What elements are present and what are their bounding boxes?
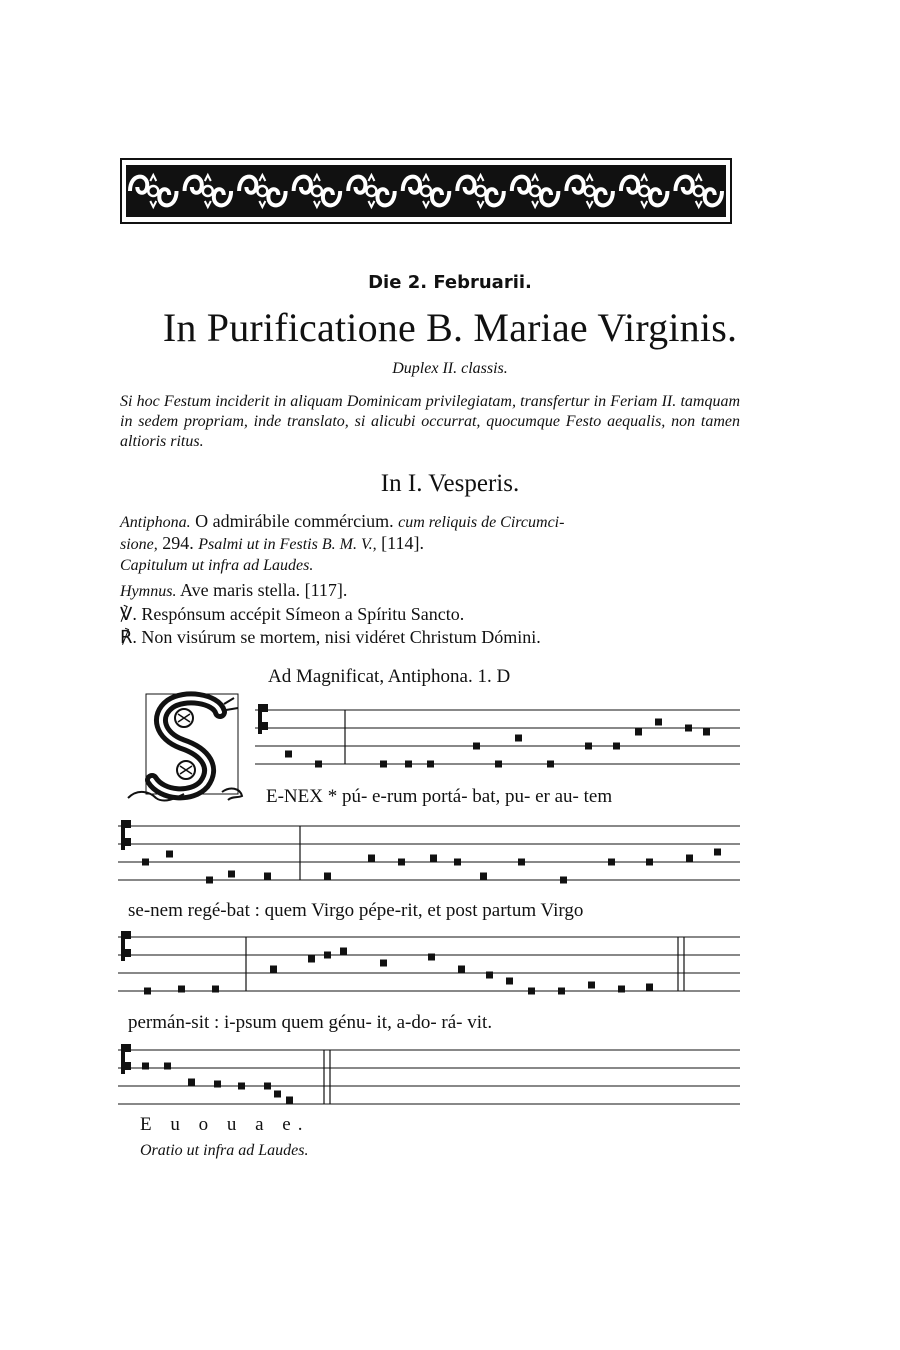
- feast-date: Die 2. Februarii.: [368, 272, 532, 293]
- chant-staff-2: [118, 818, 740, 898]
- neume-note: [380, 960, 387, 967]
- neume-note: [142, 1063, 149, 1070]
- vespers-heading: In I. Vesperis.: [380, 470, 520, 497]
- neume-note: [166, 851, 173, 858]
- versicle-line: [120, 604, 464, 625]
- neume-note: [212, 986, 219, 993]
- neume-note: [685, 725, 692, 732]
- neume-note: [646, 984, 653, 991]
- neume-note: [274, 1091, 281, 1098]
- feast-title: In Purificatione B. Mariae Virginis.: [162, 305, 738, 350]
- neume-note: [144, 988, 151, 995]
- neume-note: [528, 988, 535, 995]
- c-clef-icon: [121, 1044, 131, 1074]
- neume-note: [655, 719, 662, 726]
- neume-note: [206, 877, 213, 884]
- neume-note: [427, 761, 434, 768]
- chant-staff-1: [255, 702, 740, 782]
- c-clef-icon: [258, 704, 268, 734]
- neume-note: [585, 743, 592, 750]
- neume-note: [618, 986, 625, 993]
- capitulum-line: Capitulum ut infra ad Laudes.: [120, 557, 314, 574]
- neume-note: [324, 873, 331, 880]
- neume-note: [164, 1063, 171, 1070]
- neume-note: [188, 1079, 195, 1086]
- response-text: Non visúrum se mortem, nisi vidéret Christum Dómini.: [141, 627, 541, 647]
- hymnus-line: [120, 580, 347, 601]
- scroll-ornament-band-icon: [126, 165, 726, 217]
- neume-note: [646, 859, 653, 866]
- neume-note: [238, 1083, 245, 1090]
- neume-note: [560, 877, 567, 884]
- neume-note: [495, 761, 502, 768]
- neume-note: [142, 859, 149, 866]
- neume-note: [380, 761, 387, 768]
- rubric-paragraph: Si hoc Festum inciderit in aliquam Dominicam privilegiatam, transfertur in Feriam II. tamquam in sedem propriam, inde translato, si alicubi occurrat, quocumque Festo aequalis, non tamen altioris ritus.: [120, 393, 740, 450]
- neume-note: [608, 859, 615, 866]
- neume-note: [518, 859, 525, 866]
- neume-note: [214, 1081, 221, 1088]
- neume-note: [473, 743, 480, 750]
- antiphona-label: Antiphona.: [120, 514, 191, 531]
- neume-note: [430, 855, 437, 862]
- neume-note: [458, 966, 465, 973]
- neume-note: [635, 729, 642, 736]
- c-clef-icon: [121, 931, 131, 961]
- magnificat-antiphon-heading: Ad Magnificat, Antiphona. 1. D: [268, 666, 511, 687]
- neume-note: [324, 952, 331, 959]
- neume-note: [703, 729, 710, 736]
- hymnus-label: Hymnus.: [120, 583, 177, 600]
- chant-lyrics-3: permán-sit : i-psum quem génu- it, a-do- rá- vit.: [128, 1012, 493, 1033]
- antiphona-reference: cum reliquis de Circumci-: [398, 514, 565, 531]
- neume-note: [480, 873, 487, 880]
- neume-note: [515, 735, 522, 742]
- antiphona-line-continued: [120, 533, 424, 554]
- oratio-note: Oratio ut infra ad Laudes.: [140, 1142, 309, 1159]
- neume-note: [264, 1083, 271, 1090]
- antiphona-text: O admirábile commércium.: [195, 511, 394, 531]
- chant-lyrics-1: E-NEX * pú- e-rum portá- bat, pu- er au- tem: [266, 786, 613, 807]
- neume-note: [368, 855, 375, 862]
- versicle-sign: ℣.: [120, 604, 137, 624]
- neume-note: [686, 855, 693, 862]
- neume-note: [398, 859, 405, 866]
- neume-note: [547, 761, 554, 768]
- neume-note: [315, 761, 322, 768]
- neume-note: [405, 761, 412, 768]
- neume-note: [264, 873, 271, 880]
- chant-staff-3: [118, 929, 740, 1009]
- hymnus-text: Ave maris stella. [117].: [179, 580, 348, 600]
- response-sign: ℟.: [120, 627, 137, 647]
- antiphona-line: [120, 511, 564, 532]
- antiphona-page: 294.: [162, 533, 194, 553]
- neume-note: [178, 986, 185, 993]
- neume-note: [270, 966, 277, 973]
- neume-note: [613, 743, 620, 750]
- neume-note: [558, 988, 565, 995]
- chant-staff-4: [118, 1042, 740, 1122]
- neume-note: [486, 972, 493, 979]
- antiphona-reference-cont: sione,: [120, 536, 158, 553]
- psalmi-page: [114].: [381, 533, 424, 553]
- neume-note: [286, 1097, 293, 1104]
- neume-note: [308, 956, 315, 963]
- neume-note: [454, 859, 461, 866]
- versicle-text: Respónsum accépit Símeon a Spíritu Sancto.: [141, 604, 465, 624]
- chant-lyrics-2: se-nem regé-bat : quem Virgo pépe-rit, et post partum Virgo: [128, 900, 584, 921]
- feast-rank: Duplex II. classis.: [392, 360, 508, 377]
- ornament-frame: [120, 158, 732, 224]
- psalmi-note: Psalmi ut in Festis B. M. V.,: [198, 536, 377, 553]
- neume-note: [340, 948, 347, 955]
- c-clef-icon: [121, 820, 131, 850]
- neume-note: [428, 954, 435, 961]
- ornate-initial-s-icon: [124, 688, 246, 806]
- neume-note: [285, 751, 292, 758]
- neume-note: [506, 978, 513, 985]
- response-line: [120, 627, 541, 648]
- neume-note: [228, 871, 235, 878]
- euouae-text: E u o u a e.: [140, 1114, 310, 1135]
- neume-note: [588, 982, 595, 989]
- neume-note: [714, 849, 721, 856]
